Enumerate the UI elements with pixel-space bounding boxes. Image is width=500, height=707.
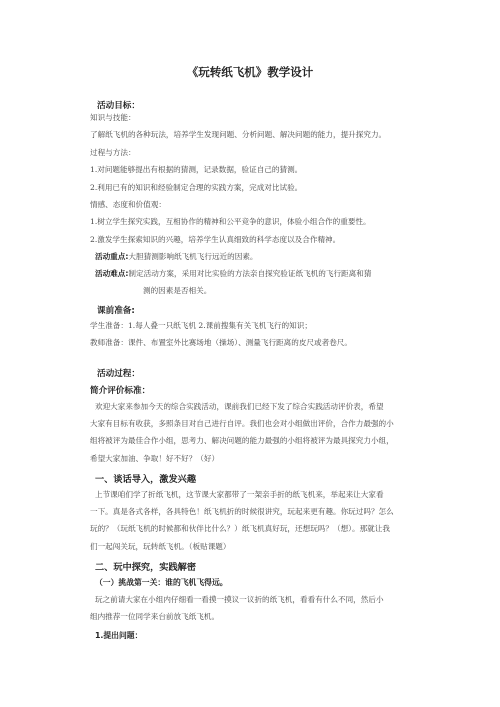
part1-line-4: 们一起闯关玩，玩转纸飞机。（板贴课题） [90,542,231,551]
eval-line-2: 大家有目标有收获，多照条目对自己进行自评。我们也会对小组做出评价，合作力最强的小 [90,419,394,428]
difficulty-text-1: 制定活动方案，采用对比实验的方法亲自探究验证纸飞机的飞行距离和猜 [128,269,372,278]
challenge-heading: （一）挑战第一关：谁的飞机飞得远。 [95,578,228,587]
challenge-line-2: 组内推荐一位同学来台前放飞纸飞机。 [90,612,220,621]
key-point [95,252,258,262]
page-title: 《玩转纸飞机》教学设计 [186,65,314,79]
process-section-heading: 活动过程： [97,369,140,379]
emotion-item-2: 2.激发学生探索知识的兴趣，培养学生认真细致的科学态度以及合作精神。 [90,235,341,244]
process-heading: 过程与方法： [90,148,136,157]
part2-heading: 二、玩中探究，实践解密 [95,562,197,573]
eval-line-1: 欢迎大家来参加今天的综合实践活动，课前我们已经下发了综合实践活动评价表，希望 [95,402,384,411]
difficulty-text-2: 测的因素是否相关。 [143,286,212,295]
part1-line-3: 玩的？（玩纸飞机的时候都和伙伴比什么？）纸飞机真好玩，还想玩吗？（想）。那就让我 [90,524,390,533]
key-point-label: 活动重点: [95,252,129,261]
goals-heading: 活动目标： [97,101,140,111]
prep-heading: 课前准备: [97,306,135,316]
knowledge-heading: 知识与技能： [90,113,136,122]
question-heading: 1.提出问题： [95,631,143,640]
challenge-line-1: 玩之前请大家在小组内仔细看一看摸一摸议一议折的纸飞机，看看有什么不同，然后小 [95,595,384,604]
emotion-item-1: 1.树立学生探究实践，互相协作的精神和公平竞争的意识，体验小组合作的重要性。 [90,217,371,226]
key-point-text: 大胆猜测影响纸飞机飞行远近的因素。 [128,252,258,261]
part1-heading: 一、谈话导入，激发兴趣 [95,474,197,485]
process-item-2: 2.利用已有的知识和经验制定合理的实践方案，完成对比试验。 [90,183,303,192]
student-prep: 学生准备：1.每人叠一只纸飞机 2.课前搜集有关飞机飞行的知识； [90,321,312,330]
difficulty-label: 活动难点: [95,269,129,278]
process-item-1: 1.对问题能够提出有根据的猜测，记录数据，验证自己的猜测。 [90,165,303,174]
difficulty-point [95,269,371,279]
eval-heading: 简介评价标准： [90,386,151,396]
eval-line-3: 组将被评为最佳合作小组，思考力、解决问题的能力最强的小组将被评为最具探究力小组， [90,436,394,445]
teacher-prep: 教师准备：课件、布置室外比赛场地（操场）、测量飞行距离的皮尺或者卷尺。 [90,338,352,347]
eval-line-4: 希望大家加油、争取！好不好？（好） [90,454,220,463]
emotion-heading: 情感、态度和价值观： [90,200,166,209]
part1-line-1: 上节课咱们学了折纸飞机，这节课大家都带了一架亲手折的纸飞机来，举起来让大家看 [95,490,384,499]
knowledge-text: 了解纸飞机的各种玩法，培养学生发现问题、分析问题、解决问题的能力，提升探究力。 [90,130,387,139]
part1-line-2: 一下。真是各式各样，各具特色！纸飞机折的时候很讲究，玩起来更有趣。你玩过吗？怎么 [90,507,394,516]
